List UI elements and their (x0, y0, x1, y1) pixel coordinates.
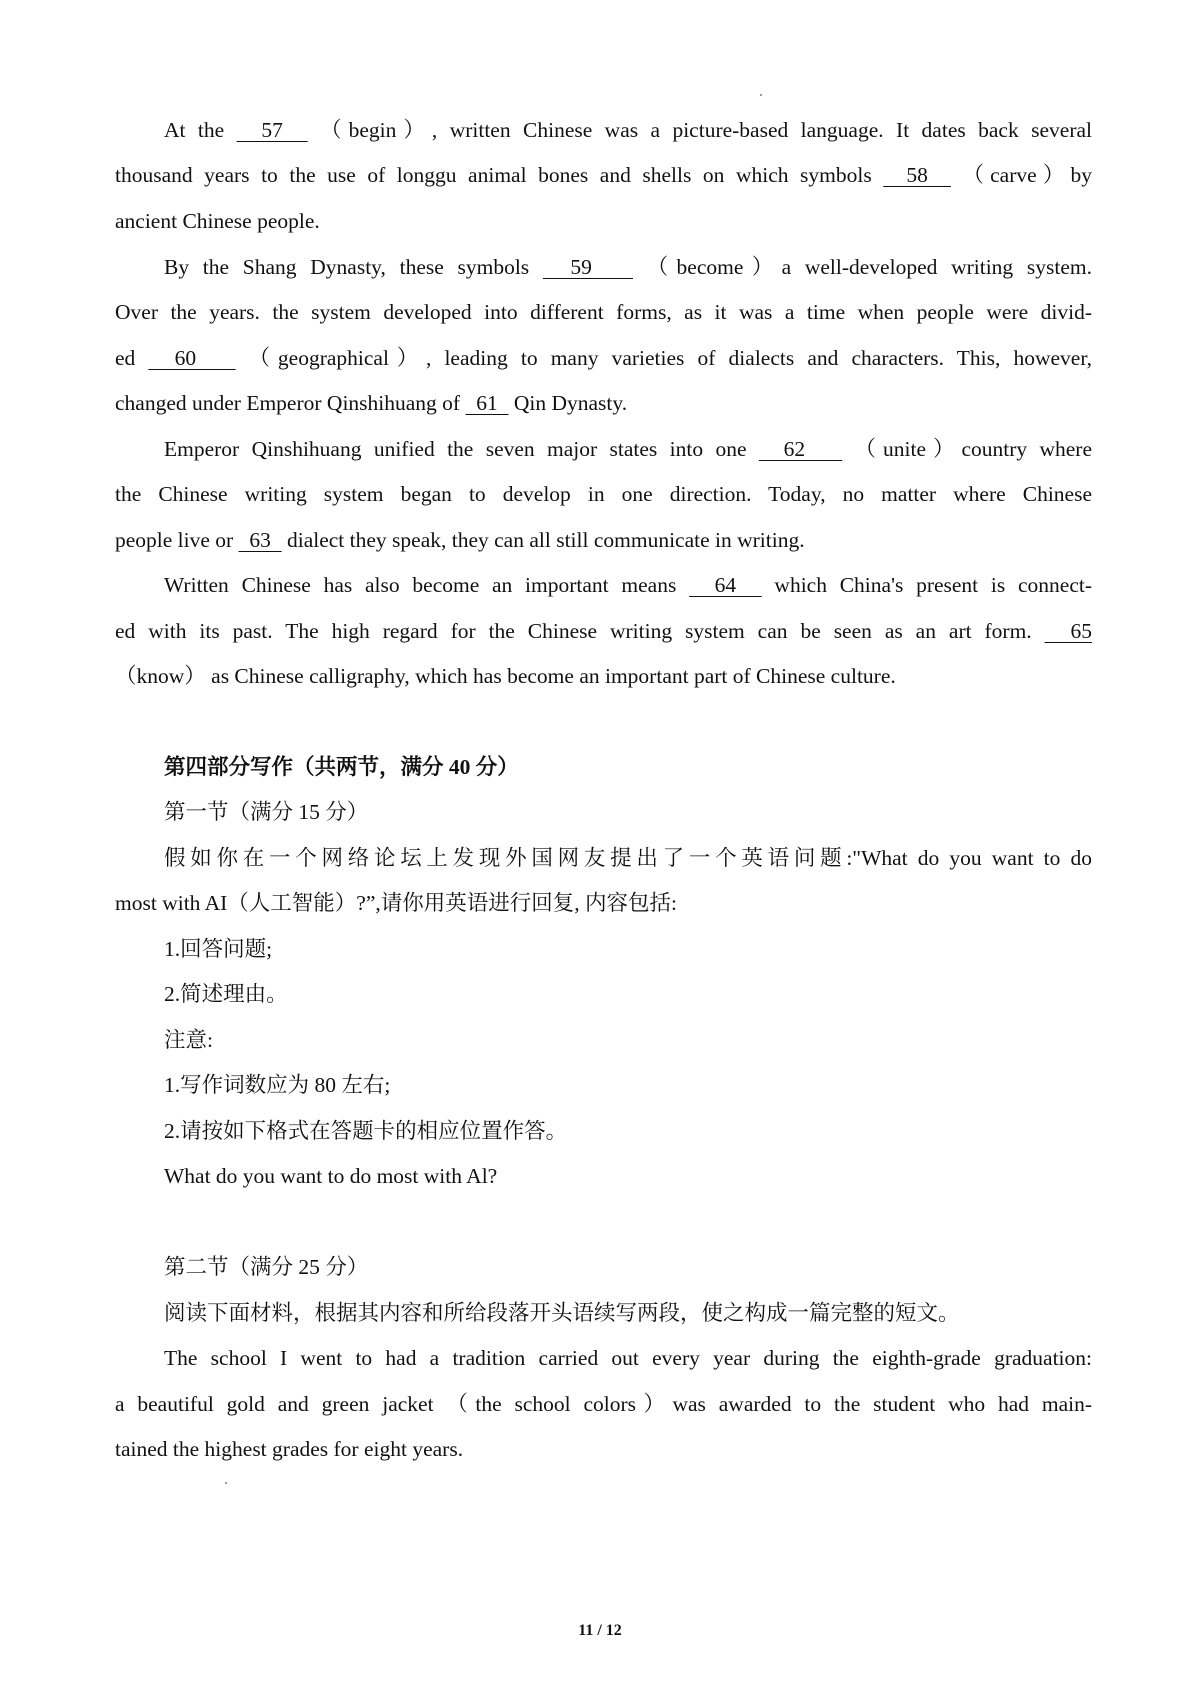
section2-title: 第二节（满分 25 分） (164, 1255, 369, 1279)
passage-line (115, 206, 1092, 236)
blank-64: 64 (689, 573, 762, 597)
list-item: 2.请按如下格式在答题卡的相应位置作答。 (164, 1119, 568, 1143)
text: Emperor Qinshihuang unified the seven major states into one (164, 437, 759, 461)
blank-61: 61 (465, 391, 509, 415)
passage-line (115, 661, 1092, 691)
scan-speck (225, 1482, 227, 1484)
section2-instruction: 阅读下面材料，根据其内容和所给段落开头语续写两段，使之构成一篇完整的短文。 (164, 1301, 960, 1325)
text: ancient Chinese people. (115, 209, 320, 233)
passage-line (115, 252, 1092, 282)
text: At the (164, 118, 237, 142)
text: ed with its past. The high regard for the Chinese writing system can be seen as an art form. (115, 619, 1045, 643)
text: （know） as Chinese calligraphy, which has become an important part of Chinese culture. (115, 664, 896, 688)
text: （geographical）, leading to many varieties of dialects and characters. This, however, (235, 346, 1093, 370)
note-label: 注意: (164, 1028, 213, 1052)
text: Written Chinese has also become an important means (164, 573, 690, 597)
page-number: 11 / 12 (578, 1622, 622, 1639)
passage-line (115, 570, 1092, 600)
document-page (115, 0, 1092, 1699)
section1-title: 第一节（满分 15 分） (164, 800, 369, 824)
list-item: 2.简述理由。 (164, 982, 288, 1006)
text: By the Shang Dynasty, these symbols (164, 255, 543, 279)
blank-65: 65 (1044, 619, 1092, 643)
passage-line (115, 297, 1092, 327)
blank-62: 62 (758, 437, 843, 461)
passage-line (115, 388, 1092, 418)
text: ed (115, 346, 149, 370)
passage-line (115, 525, 1092, 555)
text: （become）a well-developed writing system. (632, 255, 1092, 279)
blank-58: 58 (883, 163, 951, 187)
prompt-line: most with AI（人工智能）?”,请你用英语进行回复, 内容包括: (115, 891, 677, 915)
passage-line (115, 616, 1092, 646)
text: people live or (115, 528, 239, 552)
text: （carve）by (950, 163, 1092, 187)
text: thousand years to the use of longgu animal bones and shells on which symbols (115, 163, 884, 187)
format-title: What do you want to do most with Al? (164, 1164, 498, 1188)
story-line: The school I went to had a tradition carried out every year during the eighth-grade graduation: (164, 1346, 1092, 1370)
text: Qin Dynasty. (508, 391, 628, 415)
text: changed under Emperor Qinshihuang of (115, 391, 466, 415)
passage-line (115, 479, 1092, 509)
blank-59: 59 (542, 255, 633, 279)
list-item: 1.写作词数应为 80 左右; (164, 1073, 391, 1097)
section-heading: 第四部分写作（共两节，满分 40 分） (164, 755, 519, 779)
scan-speck (760, 94, 762, 96)
story-line: tained the highest grades for eight years. (115, 1437, 464, 1461)
passage-line (115, 115, 1092, 145)
blank-63: 63 (238, 528, 282, 552)
prompt-line: 假如你在一个网络论坛上发现外国网友提出了一个英语问题:"What do you want to do (164, 846, 1092, 870)
story-line: a beautiful gold and green jacket （the school colors）was awarded to the student who had main- (115, 1392, 1092, 1416)
blank-57: 57 (236, 118, 308, 142)
passage-line (115, 160, 1092, 190)
passage-line (115, 343, 1092, 373)
text: the Chinese writing system began to develop in one direction. Today, no matter where Chinese (115, 482, 1092, 506)
text: Over the years. the system developed into different forms, as it was a time when people were divid- (115, 300, 1092, 324)
passage-line (115, 434, 1092, 464)
list-item: 1.回答问题; (164, 937, 273, 961)
text: （begin）, written Chinese was a picture-based language. It dates back several (307, 118, 1093, 142)
text: （unite）country where (842, 437, 1093, 461)
blank-60: 60 (148, 346, 236, 370)
text: dialect they speak, they can all still communicate in writing. (281, 528, 805, 552)
text: which China's present is connect- (761, 573, 1093, 597)
